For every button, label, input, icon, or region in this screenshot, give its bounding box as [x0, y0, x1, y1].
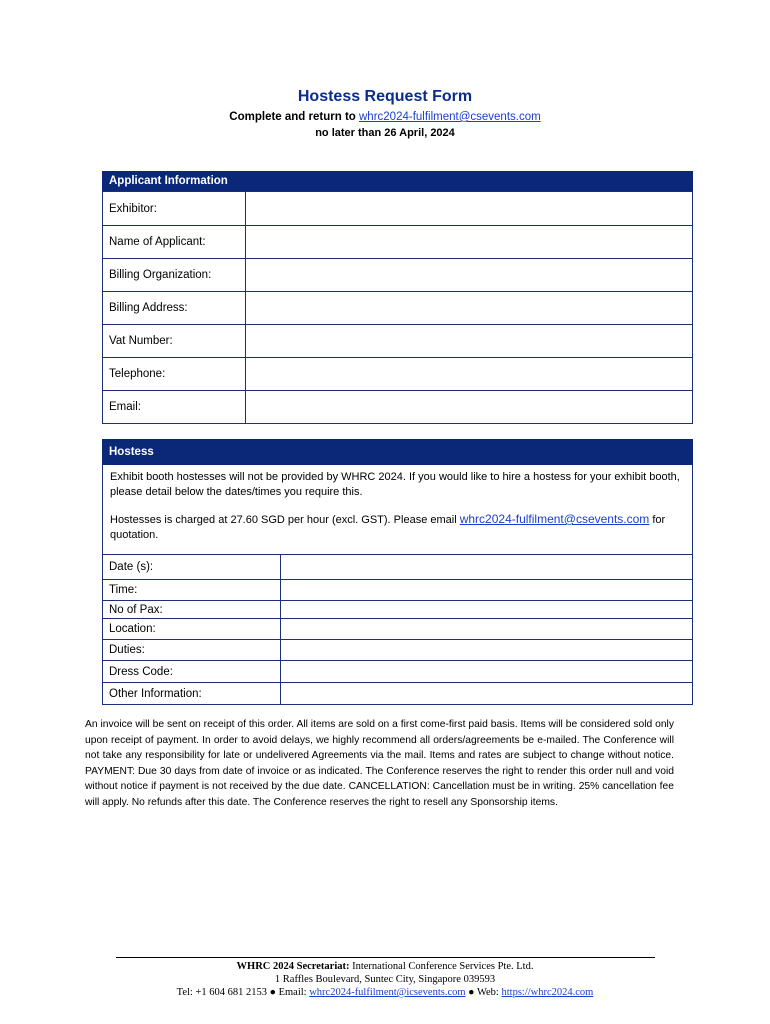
return-email-link[interactable]: whrc2024-fulfilment@csevents.com [359, 111, 541, 123]
hostess-paragraph-1: Exhibit booth hostesses will not be provided by WHRC 2024. If you would like to hire a hostess for your exhibit booth, please detail below the dates/times you require this. [110, 471, 680, 498]
field-input[interactable] [245, 192, 692, 226]
footer-address: 1 Raffles Boulevard, Suntec City, Singapore 039593 [274, 974, 496, 985]
footer-email-link[interactable]: whrc2024-fulfilment@icsevents.com [309, 987, 466, 998]
form-row [103, 555, 693, 580]
hostess-email-link[interactable]: whrc2024-fulfilment@csevents.com [459, 512, 650, 526]
field-input[interactable] [245, 292, 692, 325]
return-instruction [0, 111, 770, 123]
field-input[interactable] [280, 601, 692, 619]
form-row [103, 661, 693, 683]
applicant-table [102, 191, 693, 424]
field-input[interactable] [280, 640, 692, 661]
hostess-rate-text: Hostesses is charged at 27.60 SGD per hour (excl. GST). Please email [110, 514, 460, 526]
secretariat-label: WHRC 2024 Secretariat: [236, 961, 350, 972]
field-input[interactable] [280, 580, 692, 601]
footer-web-link[interactable]: https://whrc2024.com [501, 987, 594, 998]
form-row [103, 358, 693, 391]
field-label: Exhibitor: [103, 192, 246, 226]
field-label: Other Information: [103, 683, 281, 705]
field-label: Email: [103, 391, 246, 424]
hostess-quotation-text: for quotation. [110, 514, 666, 541]
applicant-section-heading: Applicant Information [102, 171, 693, 191]
footer-secretariat [0, 961, 770, 972]
form-row [103, 325, 693, 358]
field-label: No of Pax: [103, 601, 281, 619]
hostess-table [102, 554, 693, 705]
form-title: Hostess Request Form [297, 88, 473, 105]
field-input[interactable] [280, 555, 692, 580]
field-input[interactable] [245, 325, 692, 358]
field-label: Dress Code: [103, 661, 281, 683]
form-row [103, 683, 693, 705]
field-label: Billing Organization: [103, 259, 246, 292]
field-input[interactable] [280, 619, 692, 640]
field-label: Vat Number: [103, 325, 246, 358]
footer-divider [116, 957, 655, 958]
footer-tel: Tel: +1 604 681 2153 ● Email: [176, 987, 310, 998]
field-input[interactable] [245, 391, 692, 424]
field-input[interactable] [280, 683, 692, 705]
form-row [103, 226, 693, 259]
field-label: Name of Applicant: [103, 226, 246, 259]
field-input[interactable] [280, 661, 692, 683]
field-input[interactable] [245, 259, 692, 292]
form-row [103, 601, 693, 619]
field-input[interactable] [245, 358, 692, 391]
field-input[interactable] [245, 226, 692, 259]
form-row [103, 619, 693, 640]
field-label: Date (s): [103, 555, 281, 580]
form-row [103, 292, 693, 325]
form-row [103, 192, 693, 226]
field-label: Duties: [103, 640, 281, 661]
field-label: Time: [103, 580, 281, 601]
deadline-text: no later than 26 April, 2024 [315, 127, 455, 139]
form-row [103, 259, 693, 292]
field-label: Telephone: [103, 358, 246, 391]
hostess-description [102, 465, 693, 554]
hostess-section-heading: Hostess [102, 439, 693, 465]
field-label: Location: [103, 619, 281, 640]
form-row [103, 640, 693, 661]
hostess-paragraph-2 [110, 512, 685, 543]
footer-contact [0, 987, 770, 998]
secretariat-name: International Conference Services Pte. Ltd. [349, 961, 534, 972]
form-row [103, 391, 693, 424]
field-label: Billing Address: [103, 292, 246, 325]
footer-web-prefix: ● Web: [465, 987, 502, 998]
return-prefix: Complete and return to [229, 111, 359, 123]
terms-paragraph: An invoice will be sent on receipt of this order. All items are sold on a first come-first paid basis. Items will be considered sold only upon receipt of payment. In order to avoid delays, we highly recommend all orders/agreements be e-mailed. The Conference will not take any responsibility for late or undelivered Agreements via the mail. Items and rates are subject to change without notice. PAYMENT: Due 30 days from date of invoice or as indicated. The Conference reserves the right to render this order null and void without notice if payment is not received by the due date. CANCELLATION: Cancellation must be in writing. 25% cancellation fee will apply. No refunds after this date. The Conference reserves the right to resell any Sponsorship items. [85, 719, 674, 808]
form-row [103, 580, 693, 601]
